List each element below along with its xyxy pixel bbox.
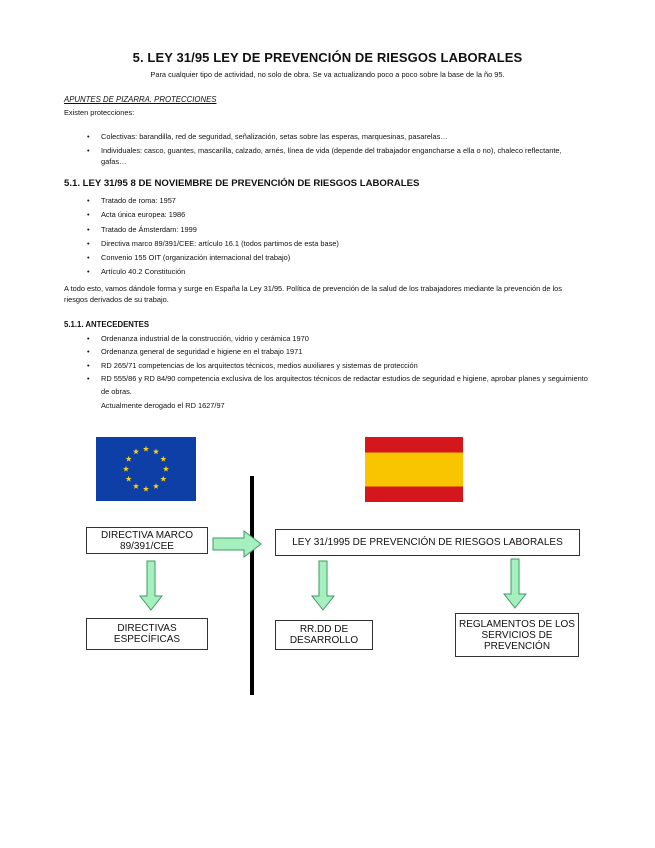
list-item: • Individuales: casco, guantes, mascarilla, calzado, arnés, línea de vida (depende del trabajador engancharse a ella o no), chaleco reflectante, gafas… — [64, 145, 589, 167]
list-item: • Acta única europea: 1986 — [64, 208, 589, 222]
arrow-down-icon — [504, 559, 526, 608]
box-reglamentos: REGLAMENTOS DE LOS SERVICIOS DE PREVENCIÓN — [455, 613, 579, 657]
list-item: • Ordenanza industrial de la construcción, vidrio y cerámica 1970 — [64, 332, 589, 345]
page-title: 5. LEY 31/95 LEY DE PREVENCIÓN DE RIESGOS LABORALES — [132, 50, 523, 65]
list-item: • Tratado de roma: 1957 — [64, 194, 589, 208]
section-heading-5-1: 5.1. LEY 31/95 8 DE NOVIEMBRE DE PREVENCIÓN DE RIESGOS LABORALES — [64, 178, 420, 189]
box-ley-31-1995: LEY 31/1995 DE PREVENCIÓN DE RIESGOS LABORALES — [275, 529, 580, 556]
apuntes-heading: APUNTES DE PIZARRA. PROTECCIONES — [64, 95, 217, 104]
section-5-1-paragraph: A todo esto, vamos dándole forma y surge en España la Ley 31/95. Política de prevención de la salud de los trabajadores mediante la prevención de los riesgos derivados de su trabajo. — [64, 284, 562, 304]
derogado-note: Actualmente derogado el RD 1627/97 — [101, 401, 225, 410]
arrow-down-icon — [312, 561, 334, 610]
list-item: • Tratado de Ámsterdam: 1999 — [64, 223, 589, 237]
list-item: • RD 555/86 y RD 84/90 competencia exclusiva de los arquitectos técnicos de redactar estudios de seguridad e higiene, aprobar planes y seguimiento de obras. — [64, 372, 589, 399]
list-item: • RD 265/71 competencias de los arquitectos técnicos, medios auxiliares y sistemas de protección — [64, 359, 589, 372]
list-item: • Ordenanza general de seguridad e higiene en el trabajo 1971 — [64, 345, 589, 358]
list-item: • Colectivas: barandilla, red de seguridad, señalización, setas sobre las esperas, marquesinas, pasarelas… — [64, 131, 589, 142]
box-rrdd-desarrollo: RR.DD DE DESARROLLO — [275, 620, 373, 650]
arrow-down-icon — [140, 561, 162, 610]
section-heading-5-1-1: 5.1.1. ANTECEDENTES — [64, 320, 150, 329]
page-subtitle: Para cualquier tipo de actividad, no solo de obra. Se va actualizando poco a poco sobre la base de la ño 95. — [150, 70, 505, 79]
list-item: • Directiva marco 89/391/CEE: artículo 16.1 (todos partimos de esta base) — [64, 237, 589, 251]
list-item: • Artículo 40.2 Constitución — [64, 265, 589, 279]
list-item: • Convenio 155 OIT (organización internacional del trabajo) — [64, 251, 589, 265]
apuntes-intro: Existen protecciones: — [64, 108, 135, 117]
box-directivas-especificas: DIRECTIVAS ESPECÍFICAS — [86, 618, 208, 650]
box-directiva-marco: DIRECTIVA MARCO 89/391/CEE — [86, 527, 208, 554]
arrow-right-icon — [213, 531, 261, 557]
